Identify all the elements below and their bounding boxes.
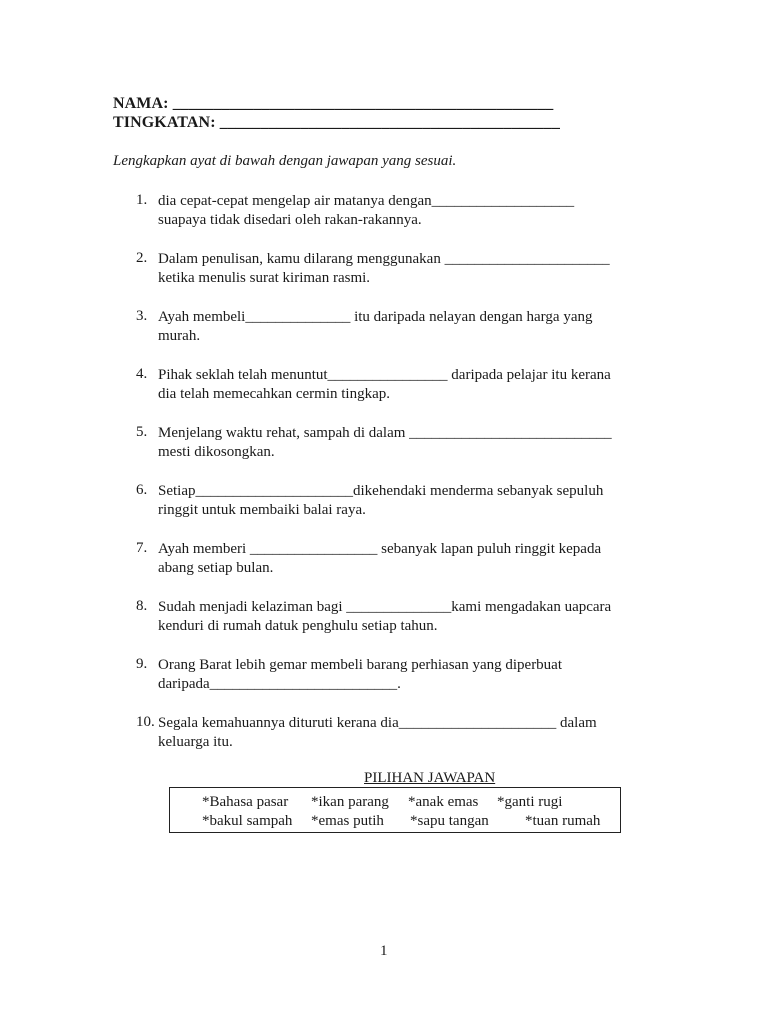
question-text-line2: kenduri di rumah datuk penghulu setiap tahun. (158, 618, 438, 634)
question-text-line2: ketika menulis surat kiriman rasmi. (158, 270, 371, 286)
question-text-line2: murah. (158, 328, 201, 344)
question-text-line1: Segala kemahuannya dituruti kerana dia_____________________ dalam (158, 715, 597, 731)
question-number: 4. (136, 366, 148, 382)
question-text-line2: dia telah memecahkan cermin tingkap. (158, 386, 390, 402)
answer-option: *ikan parang (311, 794, 389, 810)
instruction: Lengkapkan ayat di bawah dengan jawapan yang sesuai. (113, 153, 457, 169)
answers-title: PILIHAN JAWAPAN (364, 770, 496, 786)
question-text-line1: Orang Barat lebih gemar membeli barang perhiasan yang diperbuat (158, 657, 563, 673)
question-text-line1: Dalam penulisan, kamu dilarang menggunakan ______________________ (158, 251, 610, 267)
question-number: 6. (136, 482, 148, 498)
question-text-line1: Sudah menjadi kelaziman bagi ______________kami mengadakan uapcara (158, 599, 612, 615)
question-number: 3. (136, 308, 148, 324)
tingkatan-field: TINGKATAN: __________________________________________ (113, 114, 560, 131)
question-number: 10. (136, 714, 155, 730)
answers-box (169, 787, 621, 833)
question-text-line2: suapaya tidak disedari oleh rakan-rakannya. (158, 212, 422, 228)
question-text-line2: abang setiap bulan. (158, 560, 274, 576)
page-number: 1 (380, 943, 388, 959)
question-text-line1: Ayah memberi _________________ sebanyak lapan puluh ringgit kepada (158, 541, 602, 557)
question-text-line2: keluarga itu. (158, 734, 233, 750)
question-number: 2. (136, 250, 148, 266)
answer-option: *tuan rumah (525, 813, 601, 829)
question-number: 5. (136, 424, 148, 440)
question-number: 8. (136, 598, 148, 614)
question-text-line1: Setiap_____________________dikehendaki menderma sebanyak sepuluh (158, 483, 604, 499)
question-text-line2: ringgit untuk membaiki balai raya. (158, 502, 366, 518)
question-number: 9. (136, 656, 148, 672)
nama-field: NAMA: _______________________________________________ (113, 95, 554, 112)
answer-option: *sapu tangan (410, 813, 489, 829)
answer-option: *ganti rugi (497, 794, 563, 810)
question-text-line1: dia cepat-cepat mengelap air matanya dengan___________________ (158, 193, 575, 209)
question-text-line1: Menjelang waktu rehat, sampah di dalam ___________________________ (158, 425, 612, 441)
answer-option: *bakul sampah (202, 813, 293, 829)
question-number: 1. (136, 192, 148, 208)
question-text-line1: Ayah membeli______________ itu daripada nelayan dengan harga yang (158, 309, 593, 325)
answer-option: *emas putih (311, 813, 384, 829)
question-number: 7. (136, 540, 148, 556)
question-text-line1: Pihak seklah telah menuntut________________ daripada pelajar itu kerana (158, 367, 611, 383)
answer-option: *Bahasa pasar (202, 794, 289, 810)
question-text-line2: daripada_________________________. (158, 676, 401, 692)
answer-option: *anak emas (408, 794, 479, 810)
question-text-line2: mesti dikosongkan. (158, 444, 275, 460)
